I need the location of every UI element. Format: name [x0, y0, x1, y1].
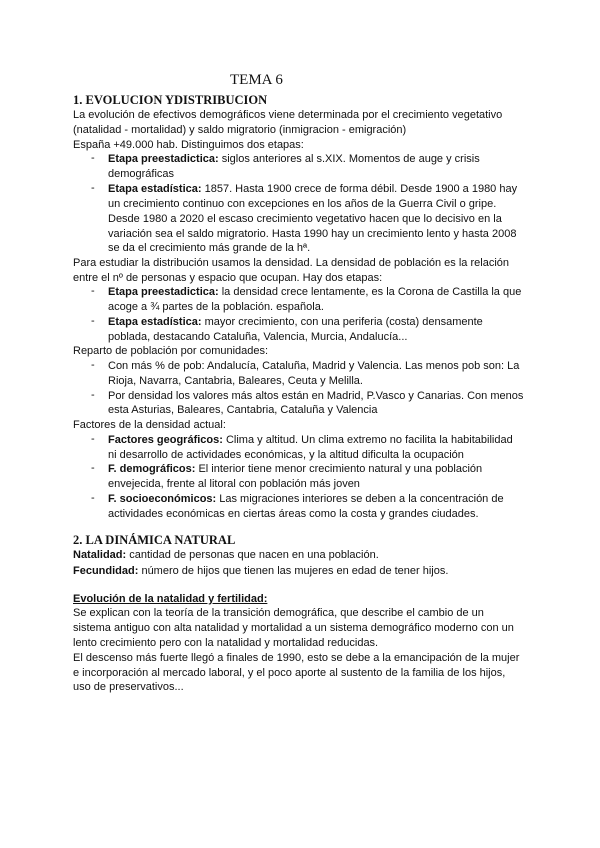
text-line: Con más % de pob: Andalucía, Cataluña, Madrid y Valencia. Las menos pob son: La	[108, 360, 520, 372]
bullet-dash: -	[91, 152, 95, 164]
text-line: Se explican con la teoría de la transición demográfica, que describe el cambio de un	[73, 607, 484, 619]
bullet-dash: -	[91, 285, 95, 297]
text-line: Para estudiar la distribución usamos la densidad. La densidad de población es la relación	[73, 257, 509, 269]
text-line: entre el nº de personas y espacio que ocupan. Hay dos etapas:	[73, 272, 383, 284]
text-line: variación sea el saldo migratorio. Hasta 1990 hay un crecimiento lento y hasta 2008	[108, 228, 517, 240]
item-label: Factores geográficos:	[108, 434, 223, 446]
text-line: envejecida, frente al litoral con población más joven	[108, 478, 360, 490]
definition: número de hijos que tienen las mujeres en edad de tener hijos.	[138, 565, 449, 577]
list-item	[108, 492, 504, 507]
text-line: sistema antiguo con alta natalidad y mortalidad a un sistema demográfico moderno con un	[73, 622, 514, 634]
definition-fecundidad	[73, 564, 448, 579]
text-line: actividades económicas en ciertas áreas como la costa y grandes ciudades.	[108, 508, 479, 520]
list-item	[108, 315, 483, 330]
item-text: Clima y altitud. Un clima extremo no facilita la habitabilidad	[222, 434, 513, 446]
item-text: 1857. Hasta 1900 crece de forma débil. Desde 1900 a 1980 hay	[201, 183, 518, 195]
text-line: ni desarrollo de actividades económicas, y la altitud dificulta la ocupación	[108, 449, 464, 461]
item-text: siglos anteriores al s.XIX. Momentos de auge y crisis	[218, 153, 480, 165]
item-label: Etapa preestadictica:	[108, 153, 219, 165]
text-line: uso de preservativos...	[73, 681, 184, 693]
definition-natalidad	[73, 548, 379, 563]
text-line: poblada, destacando Cataluña, Valencia, Murcia, Andalucía...	[108, 331, 408, 343]
text-line: se da el crecimiento más grande de la hª.	[108, 242, 311, 254]
text-line: demográficas	[108, 168, 175, 180]
list-item	[108, 182, 517, 197]
bullet-dash: -	[91, 389, 95, 401]
item-text: Las migraciones interiores se deben a la concentración de	[216, 493, 504, 505]
list-item	[108, 152, 480, 167]
item-text: El interior tiene menor crecimiento natural y una población	[195, 463, 483, 475]
bullet-dash: -	[91, 433, 95, 445]
bullet-dash: -	[91, 359, 95, 371]
bullet-dash: -	[91, 182, 95, 194]
text-line: La evolución de efectivos demográficos viene determinada por el crecimiento vegetativo	[73, 109, 503, 121]
sub-heading: Evolución de la natalidad y fertilidad:	[73, 593, 268, 605]
text-line: Rioja, Navarra, Cantabria, Baleares, Ceuta y Melilla.	[108, 375, 363, 387]
section-1-heading: 1. EVOLUCION YDISTRIBUCION	[73, 93, 268, 107]
item-text: la densidad crece lentamente, es la Corona de Castilla la que	[218, 286, 522, 298]
text-line: un crecimiento continuo con excepciones en los años de la Guerra Civil o gripe.	[108, 198, 497, 210]
text-line: España +49.000 hab. Distinguimos dos etapas:	[73, 139, 304, 151]
definition: cantidad de personas que nacen en una población.	[126, 549, 379, 561]
text-line: lento crecimiento pero con la natalidad y mortalidad reducidas.	[73, 637, 379, 649]
item-text: mayor crecimiento, con una periferia (costa) densamente	[201, 316, 483, 328]
text-line: Reparto de población por comunidades:	[73, 345, 269, 357]
item-label: Etapa estadística:	[108, 316, 202, 328]
text-line: e incorporación al mercado laboral, y el poco aporte al sustento de la familia de los hijos,	[73, 667, 506, 679]
list-item	[108, 462, 482, 477]
item-label: F. demográficos:	[108, 463, 196, 475]
section-2-heading: 2. LA DINÁMICA NATURAL	[73, 533, 236, 547]
page-title: TEMA 6	[230, 72, 283, 88]
text-line: (natalidad - mortalidad) y saldo migratorio (inmigracion - emigración)	[73, 124, 407, 136]
item-label: F. socioeconómicos:	[108, 493, 217, 505]
item-label: Etapa preestadictica:	[108, 286, 219, 298]
item-label: Etapa estadística:	[108, 183, 202, 195]
bullet-dash: -	[91, 315, 95, 327]
term: Fecundidad:	[73, 565, 139, 577]
text-line: Por densidad los valores más altos están en Madrid, P.Vasco y Canarias. Con menos	[108, 390, 524, 402]
list-item	[108, 285, 521, 300]
term: Natalidad:	[73, 549, 127, 561]
bullet-dash: -	[91, 492, 95, 504]
text-line: Factores de la densidad actual:	[73, 419, 226, 431]
text-line: El descenso más fuerte llegó a finales de 1990, esto se debe a la emancipación de la mujer	[73, 652, 520, 664]
bullet-dash: -	[91, 462, 95, 474]
text-line: acoge a ¾ partes de la población. española.	[108, 301, 324, 313]
list-item	[108, 433, 513, 448]
text-line: Desde 1980 a 2020 el escaso crecimiento vegetativo hacen que lo decisivo en la	[108, 213, 502, 225]
text-line: esta Asturias, Baleares, Cantabria, Cataluña y Valencia	[108, 404, 378, 416]
